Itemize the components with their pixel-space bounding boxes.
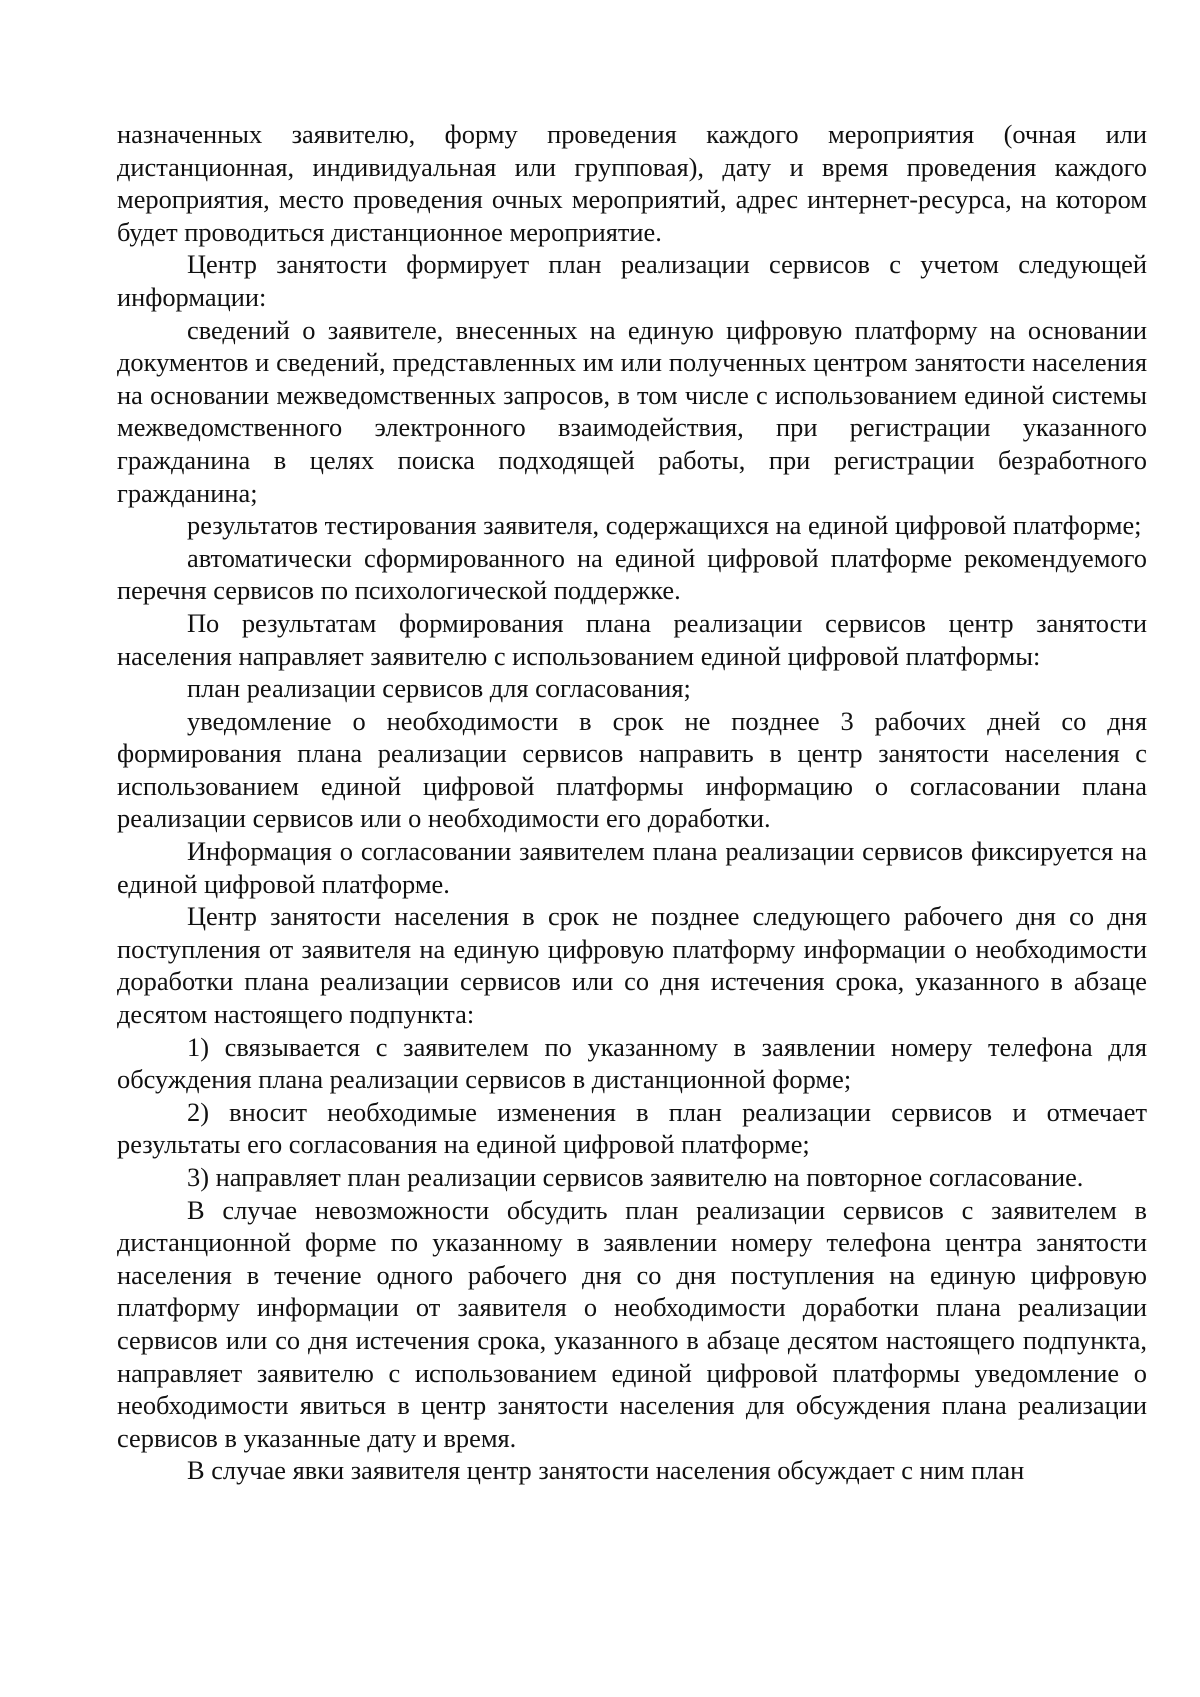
paragraph: В случае явки заявителя центр занятости населения обсуждает с ним план	[187, 1455, 1025, 1486]
paragraph: 2) вносит необходимые изменения в план реализации сервисов и отмечает результаты его согласования на единой цифровой платформе;	[117, 1096, 1147, 1160]
paragraph: Центр занятости формирует план реализации сервисов с учетом следующей информации:	[117, 249, 1147, 312]
paragraph: назначенных заявителю, форму проведения каждого мероприятия (очная или дистанционная, индивидуальная или групповая), дату и время проведения каждого мероприятия, место проведения очных мероприятий, адрес интернет-ресурса, на котором будет проводиться дистанционное мероприятие.	[117, 119, 1147, 247]
paragraph: В случае невозможности обсудить план реализации сервисов с заявителем в дистанционной форме по указанному в заявлении номеру телефона центра занятости населения в течение одного рабочего дня со дня поступления на единую цифровую платформу информации от заявителя о необходимости доработки плана реализации сервисов или со дня истечения срока, указанного в абзаце десятом настоящего подпункта, направляет заявителю с использованием единой цифровой платформы уведомление о необходимости явиться в центр занятости населения для обсуждения плана реализации сервисов в указанные дату и время.	[117, 1194, 1147, 1453]
paragraph: 1) связывается с заявителем по указанному в заявлении номеру телефона для обсуждения плана реализации сервисов в дистанционной форме;	[117, 1031, 1147, 1095]
paragraph: Центр занятости населения в срок не позднее следующего рабочего дня со дня поступления от заявителя на единую цифровую платформу информации о необходимости доработки плана реализации сервисов или со дня истечения срока, указанного в абзаце десятом настоящего подпункта:	[117, 901, 1147, 1030]
paragraph: 3) направляет план реализации сервисов заявителю на повторное согласование.	[187, 1162, 1084, 1192]
paragraph: По результатам формирования плана реализации сервисов центр занятости населения направляет заявителю с использованием единой цифровой платформы:	[117, 607, 1147, 671]
paragraph: сведений о заявителе, внесенных на единую цифровую платформу на основании документов и сведений, представленных им или полученных центром занятости населения на основании межведомственных запросов, в том числе с использованием единой системы межведомственного электронного взаимодействия, при регистрации указанного гражданина в целях поиска подходящей работы, при регистрации безработного гражданина;	[117, 314, 1147, 508]
document-page	[117, 118, 1147, 1487]
paragraph: результатов тестирования заявителя, содержащихся на единой цифровой платформе;	[187, 510, 1142, 541]
paragraph: автоматически сформированного на единой цифровой платформе рекомендуемого перечня сервисов по психологической поддержке.	[117, 542, 1147, 606]
paragraph: план реализации сервисов для согласования;	[187, 673, 691, 704]
paragraph: уведомление о необходимости в срок не позднее 3 рабочих дней со дня формирования плана реализации сервисов направить в центр занятости населения с использованием единой цифровой платформы информацию о согласовании плана реализации сервисов или о необходимости его доработки.	[117, 705, 1147, 834]
paragraph: Информация о согласовании заявителем плана реализации сервисов фиксируется на единой цифровой платформе.	[117, 836, 1147, 899]
